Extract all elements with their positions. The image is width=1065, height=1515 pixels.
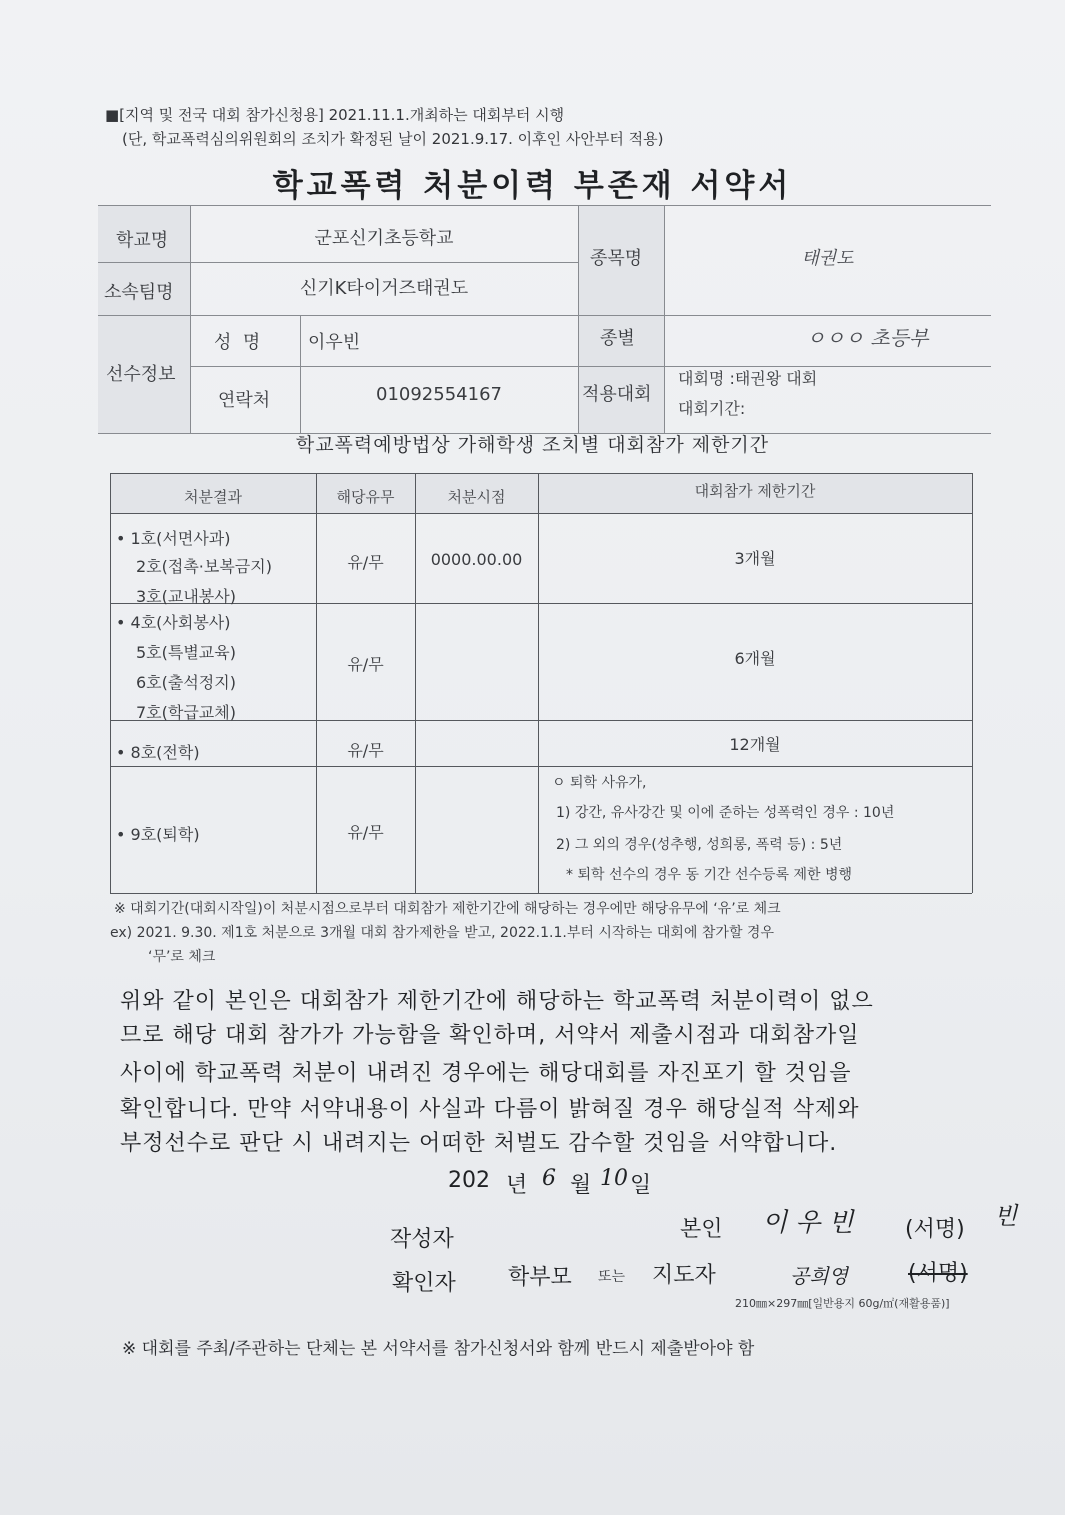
self-scribble: 빈 [994,1202,1018,1230]
row4-result-1: • 9호(퇴학) [116,825,200,844]
row4-applies: 유/무 [347,823,384,842]
notice-line-1: ■[지역 및 전국 대회 참가신청용] 2021.11.1.개최하는 대회부터 시행 [105,106,565,124]
info-col-divider [664,205,665,433]
row4-period-line-3: 2) 그 외의 경우(성추행, 성희롱, 폭력 등) : 5년 [556,837,843,853]
row2-result-4: 7호(학급교체) [136,703,236,722]
table-right-border [972,473,973,893]
table-col-divider [538,473,539,893]
self-label: 본인 [680,1217,723,1242]
date-day: 10 [600,1166,628,1191]
competition-period: 대회기간: [678,399,746,418]
row4-period-line-2: 1) 강간, 유사강간 및 이에 준하는 성폭력인 경우 : 10년 [556,805,895,821]
or-label: 또는 [598,1269,626,1285]
notice-line-2: (단, 학교폭력심의위원회의 조치가 확정된 날이 2021.9.17. 이후인 사안부터 적용) [122,130,664,148]
table-col-divider [415,473,416,893]
self-signature: 이우빈 [762,1208,862,1238]
table-row-divider [110,603,972,604]
pledge-line-2: 므로 해당 대회 참가가 가능함을 확인하며, 서약서 제출시점과 대회참가일 [120,1023,860,1048]
name-label: 성 명 [214,332,261,353]
coach-label: 지도자 [652,1263,716,1288]
restriction-section-title: 학교폭력예방법상 가해학생 조치별 대회참가 제한기간 [295,434,770,456]
row2-result-1: • 4호(사회봉사) [116,613,231,632]
info-row-divider [98,315,991,316]
row3-applies: 유/무 [347,741,384,760]
team-value: 신기K타이거즈태권도 [299,278,469,299]
row1-result-3: 3호(교내봉사) [136,587,236,606]
header-applies: 해당유무 [336,488,395,506]
contact-value: 01092554167 [376,384,502,405]
school-value: 군포신기초등학교 [314,228,454,249]
coach-signature: 공희영 [790,1264,848,1288]
player-info-label: 선수정보 [106,364,176,385]
document-title: 학교폭력 처분이력 부존재 서약서 [272,168,793,204]
row2-applies: 유/무 [347,655,384,674]
applied-competition-label: 적용대회 [582,384,652,405]
info-col-divider [300,315,301,433]
confirmer-label: 확인자 [392,1271,456,1296]
date-year-label: 년 [506,1173,528,1198]
parent-label: 학부모 [508,1265,572,1290]
pledge-line-5: 부정선수로 판단 시 내려지는 어떠한 처벌도 감수할 것임을 서약합니다. [120,1131,838,1156]
row2-result-2: 5호(특별교육) [136,643,236,662]
row1-applies: 유/무 [347,553,384,572]
row1-result-1: • 1호(서면사과) [116,529,231,548]
table-header-bottom [110,513,972,514]
info-row-divider [190,366,991,367]
row3-period: 12개월 [729,735,781,754]
table-bottom-border [110,893,972,894]
header-period: 대회참가 제한기간 [694,482,816,500]
row4-period-line-1: ㅇ 퇴학 사유가, [552,775,647,791]
pledge-line-1: 위와 같이 본인은 대회참가 제한기간에 해당하는 학교폭력 처분이력이 없으 [120,989,874,1014]
final-note: ※ 대회를 주최/주관하는 단체는 본 서약서를 참가신청서와 함께 반드시 제출받아야 함 [122,1339,755,1359]
row2-period: 6개월 [734,649,776,668]
row4-period-line-4: * 퇴학 선수의 경우 동 기간 선수등록 제한 병행 [566,867,853,883]
event-value: 태권도 [801,248,854,269]
header-result: 처분결과 [184,488,242,506]
competition-name: 대회명 :태권왕 대회 [678,369,818,388]
info-top-border [98,205,991,206]
coach-sign-mark: (서명) [908,1261,968,1286]
row3-result-1: • 8호(전학) [116,743,200,762]
restriction-note-1: ※ 대회기간(대회시작일)이 처분시점으로부터 대회참가 제한기간에 해당하는 경우에만 해당유무에 ‘유’로 체크 [114,901,781,917]
table-top-border [110,473,972,474]
row1-period: 3개월 [734,549,776,568]
table-row-divider [110,766,972,767]
date-day-label: 일 [630,1173,652,1198]
restriction-note-3: ‘무’로 체크 [148,949,216,965]
self-sign-mark: (서명) [905,1217,965,1242]
table-left-border [110,473,111,893]
row2-result-3: 6호(출석정지) [136,673,236,692]
date-month-label: 월 [570,1173,592,1198]
name-value: 이우빈 [308,332,361,353]
restriction-note-2: ex) 2021. 9.30. 제1호 처분으로 3개월 대회 참가제한을 받고, 2022.1.1.부터 시작하는 대회에 참가할 경우 [110,925,774,941]
info-row-divider [98,262,578,263]
paper-spec: 210㎜×297㎜[일반용지 60g/㎡(재활용품)] [735,1297,950,1310]
contact-label: 연락처 [218,390,271,411]
school-label: 학교명 [116,230,169,251]
pledge-line-4: 확인합니다. 만약 서약내용이 사실과 다름이 밝혀질 경우 해당실적 삭제와 [120,1097,860,1122]
category-value: ㅇㅇㅇ 초등부 [806,326,929,350]
writer-label: 작성자 [390,1227,454,1252]
pledge-line-3: 사이에 학교폭력 처분이 내려진 경우에는 해당대회를 자진포기 할 것임을 [120,1061,852,1086]
date-month: 6 [542,1166,556,1191]
row1-date: 0000.00.00 [430,550,523,569]
team-label: 소속팀명 [104,282,174,303]
header-date: 처분시점 [447,488,506,506]
category-label: 종별 [600,328,635,349]
date-year: 202 [448,1168,490,1193]
event-label: 종목명 [590,248,643,269]
info-col-divider [578,205,579,433]
row1-result-2: 2호(접촉·보복금지) [136,557,272,576]
table-row-divider [110,720,972,721]
